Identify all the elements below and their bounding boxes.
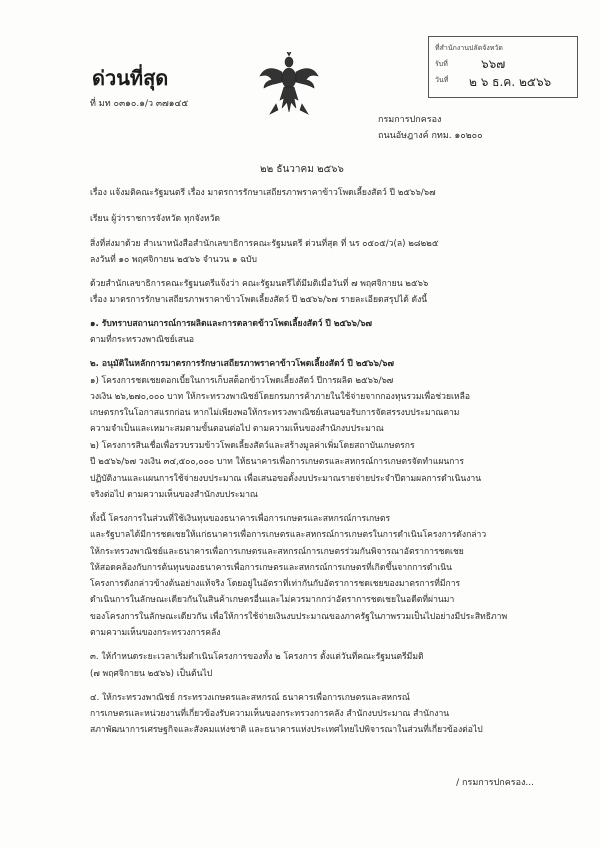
body-line: จริงต่อไป ตามความเห็นของสำนักงบประมาณ (90, 490, 258, 500)
received-stamp (428, 36, 578, 98)
stamp-date-label: วันที่ (435, 76, 449, 84)
document-number: ที่ มท ๐๓๑๐.๑/ว ๓๗๑๔๕ (90, 99, 189, 109)
body-line: ๔. ให้กระทรวงพาณิชย์ กระทรวงเกษตรและสหกรณ์ ธนาคารเพื่อการเกษตรและสหกรณ์ (90, 693, 410, 703)
body-line: เรื่อง แจ้งมติคณะรัฐมนตรี เรื่อง มาตรการรักษาเสถียรภาพราคาข้าวโพดเลี้ยงสัตว์ ปี ๒๕๖๖/๖๗ (90, 188, 436, 198)
body-line: โครงการดังกล่าวข้างต้นอย่างแท้จริง โดยอยู่ในอัตราที่เท่ากันกับอัตราการชดเชยของมาตรการที่มีการ (90, 579, 461, 589)
issuing-organization: กรมการปกครอง (378, 115, 442, 125)
garuda-emblem-icon (258, 52, 320, 116)
stamp-office-label: ที่สำนักงานปลัดจังหวัด (435, 44, 503, 52)
body-line: ปฏิบัติงานและแผนการใช้จ่ายงบประมาณ เพื่อเสนอขอตั้งงบประมาณรายจ่ายประจำปีตามผลการดำเนินงาน (90, 474, 482, 484)
body-line: วงเงิน ๒๖,๒๗๐,๐๐๐ บาท ให้กระทรวงพาณิชย์โดยกรมการค้าภายในใช้จ่ายจากกองทุนรวมเพื่อช่วยเหลือ (90, 392, 471, 402)
body-line: ๑. รับทราบสถานการณ์การผลิตและการตลาดข้าวโพดเลี้ยงสัตว์ ปี ๒๕๖๖/๖๗ (90, 319, 373, 329)
body-line: ให้กระทรวงพาณิชย์และธนาคารเพื่อการเกษตรและสหกรณ์การเกษตรร่วมกันพิจารณาอัตราการชดเชย (90, 547, 464, 557)
body-line: ตามความเห็นของกระทรวงการคลัง (90, 628, 221, 638)
body-line: ของโครงการในลักษณะเดียวกัน เพื่อให้การใช้จ่ายเงินงบประมาณของภาครัฐในภาพรวมเป็นไปอย่างมีประสิทธิภาพ (90, 612, 508, 622)
body-line: ปี ๒๕๖๖/๖๗ วงเงิน ๓๔,๕๐๐,๐๐๐ บาท ให้ธนาคารเพื่อการเกษตรและสหกรณ์การเกษตรจัดทำแผนการ (90, 457, 464, 467)
body-line: (๗ พฤศจิกายน ๒๕๖๖) เป็นต้นไป (90, 669, 213, 679)
body-line: ดำเนินการในลักษณะเดียวกันในสินค้าเกษตรอื่นและไม่ควรมากกว่าอัตราการชดเชยในอดีตที่ผ่านมา (90, 595, 455, 605)
body-line: ความจำเป็นและเหมาะสมตามขั้นตอนต่อไป ตามความเห็นของสำนักงบประมาณ (90, 424, 384, 434)
body-line: ให้สอดคล้องกับการต้นทุนของธนาคารเพื่อการเกษตรและสหกรณ์การเกษตรที่เกิดขึ้นจากการดำเนิน (90, 563, 453, 573)
body-line: สภาพัฒนาการเศรษฐกิจและสังคมแห่งชาติ และธนาคารแห่งประเทศไทยไปพิจารณาในส่วนที่เกี่ยวข้องต่อไป (90, 725, 483, 735)
body-line: ตามที่กระทรวงพาณิชย์เสนอ (90, 335, 195, 345)
body-line: ด้วยสำนักเลขาธิการคณะรัฐมนตรีแจ้งว่า คณะรัฐมนตรีได้มีมติเมื่อวันที่ ๗ พฤศจิกายน ๒๕๖๖ (90, 279, 429, 289)
body-line: และรัฐบาลได้มีการชดเชยให้แก่ธนาคารเพื่อการเกษตรและสหกรณ์การเกษตรในการดำเนินโครงการดังกล่าว (90, 530, 487, 540)
organization-address: ถนนอัษฎางค์ กทม. ๑๐๒๐๐ (378, 131, 483, 141)
body-line: ๒) โครงการสินเชื่อเพื่อรวบรวมข้าวโพดเลี้ยงสัตว์และสร้างมูลค่าเพิ่มโดยสถาบันเกษตรกร (90, 441, 415, 451)
stamp-receive-date: ๒ ๖ ธ.ค. ๒๕๖๖ (469, 75, 552, 89)
urgent-heading: ด่วนที่สุด (92, 66, 169, 90)
body-line: ทั้งนี้ โครงการในส่วนที่ใช้เงินทุนของธนาคารเพื่อการเกษตรและสหกรณ์การเกษตร (90, 514, 391, 524)
body-line: เกษตรกรในโอกาสแรกก่อน หากไม่เพียงพอให้กระทรวงพาณิชย์เสนอขอรับการจัดสรรงบประมาณตาม (90, 408, 460, 418)
body-line: เรื่อง มาตรการรักษาเสถียรภาพราคาข้าวโพดเลี้ยงสัตว์ ปี ๒๕๖๖/๖๗ รายละเอียดสรุปได้ ดังนี้ (90, 295, 428, 305)
body-line: ๑) โครงการชดเชยดอกเบี้ยในการเก็บสต็อกข้าวโพดเลี้ยงสัตว์ ปีการผลิต ๒๕๖๖/๖๗ (90, 376, 394, 386)
body-line: การเกษตรและหน่วยงานที่เกี่ยวข้องรับความเห็นของกระทรวงการคลัง สำนักงบประมาณ สำนักงาน (90, 709, 450, 719)
stamp-receive-number: ๖๖๗ (481, 57, 506, 71)
body-line: ๒. อนุมัติในหลักการมาตรการรักษาเสถียรภาพราคาข้าวโพดเลี้ยงสัตว์ ปี ๒๕๖๖/๖๗ (90, 359, 394, 369)
stamp-receive-label: รับที่ (435, 60, 448, 68)
document-date: ๒๒ ธันวาคม ๒๕๖๖ (260, 164, 344, 175)
body-line: ๓. ให้กำหนดระยะเวลาเริ่มดำเนินโครงการของทั้ง ๒ โครงการ ตั้งแต่วันที่คณะรัฐมนตรีมีมติ (90, 652, 424, 662)
continuation-note: / กรมการปกครอง... (456, 778, 534, 788)
body-line: ลงวันที่ ๑๐ พฤศจิกายน ๒๕๖๖ จำนวน ๑ ฉบับ (90, 255, 257, 265)
body-line: เรียน ผู้ว่าราชการจังหวัด ทุกจังหวัด (90, 214, 221, 224)
body-line: สิ่งที่ส่งมาด้วย สำเนาหนังสือสำนักเลขาธิการคณะรัฐมนตรี ด่วนที่สุด ที่ นร ๐๕๐๕/ว(ล) ๒๘๒๒๕ (90, 239, 439, 249)
